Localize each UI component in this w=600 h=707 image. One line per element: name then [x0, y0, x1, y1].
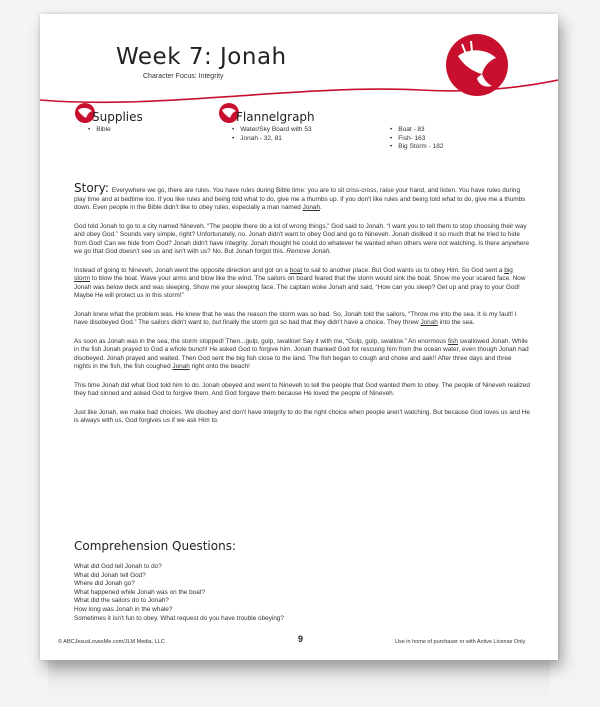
supplies-list	[88, 126, 111, 135]
list-item: • Fish- 163	[390, 135, 443, 144]
story-paragraph: God told Jonah to go to a city named Nineveh. “The people there do a lot of wrong things,” God said to Jonah. “I want you to tell them to stop choosing their way and obey God.” Sounds very simple, right? Unfortunately, no. Jonah didn't want to obey God and go to Nineveh. Jonah disliked it so much that he tried to hide from God! Can we hide from God? Jonah didn't have integrity. Jonah thought he could do whatever he wanted when others were not watching. Is there anywhere we go that God doesn't see us and isn't with us? No. But Jonah forgot this. Remove Jonah.	[74, 222, 530, 255]
comprehension-heading: Comprehension Questions:	[74, 539, 236, 553]
list-item: • Bible	[88, 126, 111, 135]
flannelgraph-list-1	[232, 126, 312, 143]
flannelgraph-list-2	[390, 126, 443, 152]
story-label: Story:	[74, 181, 109, 195]
question-item: How long was Jonah in the whale?	[74, 605, 173, 613]
story-section	[74, 181, 530, 436]
story-paragraph: This time Jonah did what God told him to do. Jonah obeyed and went to Nineveh to tell the people that God wanted them to obey. The people of Nineveh realized they had sinned and asked God to forgive them. And God forgave them because He loved the people of Nineveh.	[74, 381, 530, 397]
footer-copyright: © ABCJesusLovesMe.com/JLM Media, LLC	[58, 639, 165, 645]
comprehension-questions	[74, 563, 284, 623]
supplies-heading: Supplies	[92, 110, 143, 124]
page-reflection	[48, 662, 550, 700]
jonah-whale-logo-icon	[444, 32, 510, 98]
story-paragraph: As soon as Jonah was in the sea, the storm stopped! Then...gulp, gulp, swallow! Say it with me, “Gulp, gulp, swallow.” An enormous fish swallowed Jonah. While in the fish Jonah prayed to God a whole bunch! He asked God to forgive him. Jonah thanked God for rescuing him from the ocean water, even though Jonah had disobeyed. Jonah prayed and waited. Then God sent the big fish close to the land. The fish began to cough and choke and aak!! After three days and three nights in the fish, the fish coughed Jonah right onto the beach!	[74, 337, 529, 370]
question-item: What did God tell Jonah to do?	[74, 563, 162, 570]
question-item: What happened while Jonah was on the boat?	[74, 588, 206, 596]
story-paragraph: Instead of going to Nineveh, Jonah went the opposite direction and got on a boat to sail to another place. But God wants us to obey Him. So God sent a big storm to blow the boat. Wave your arms and blow like the wind. The sailors on board feared that the storm would sink the boat. Show me your scared face. Now Jonah was below deck and was sleeping. Show me your sleeping face. The captain woke Jonah and said, “How can you sleep? Get up and pray to your God! Maybe He will protect us in this storm!”	[74, 266, 526, 299]
page-number: 9	[298, 634, 304, 644]
question-item: Where did Jonah go?	[74, 580, 135, 588]
story-paragraph: Just like Jonah, we make bad choices. We disobey and don't have integrity to do the right choice when people aren't watching. But because God loves us and He is always with us, God forgives us if we ask Him to.	[74, 408, 530, 424]
question-item: What did the sailors do to Jonah?	[74, 597, 169, 605]
story-paragraph: Story: Everywhere we go, there are rules. You have rules during Bible time: you are to sit criss-cross, raise your hand, and listen. You have rules during play time and at bedtime too. If you like rules and being told what to do, give me a thumbs up. If you don't like rules and being told what to do, give me a thumbs down. Even people in the Bible didn't like to obey rules, especially a man named Jonah.	[74, 181, 526, 211]
list-item: • Boat - 83	[390, 126, 443, 135]
worksheet-page	[40, 14, 558, 660]
question-item: What did Jonah tell God?	[74, 571, 146, 579]
list-item: • Jonah - 32, 81	[232, 135, 312, 144]
list-item: • Water/Sky Board with 53	[232, 126, 312, 135]
story-paragraph: Jonah knew what the problem was. He knew that he was the reason the storm was so bad. So, Jonah told the sailors, “Throw me into the sea. It is my fault! I have disobeyed God.” The sailors didn't want to, but finally the storm got so bad that they didn't have a choice. They threw Jonah into the sea.	[74, 310, 517, 326]
flannelgraph-heading: Flannelgraph	[236, 110, 315, 124]
question-item: Sometimes it isn't fun to obey. What request do you have trouble obeying?	[74, 614, 284, 622]
footer-license: Use in home of purchaser or with Active License Only	[395, 639, 526, 645]
list-item: • Big Storm - 182	[390, 143, 443, 152]
page-title: Week 7: Jonah	[116, 44, 287, 70]
character-focus: Character Focus: Integrity	[143, 73, 224, 80]
